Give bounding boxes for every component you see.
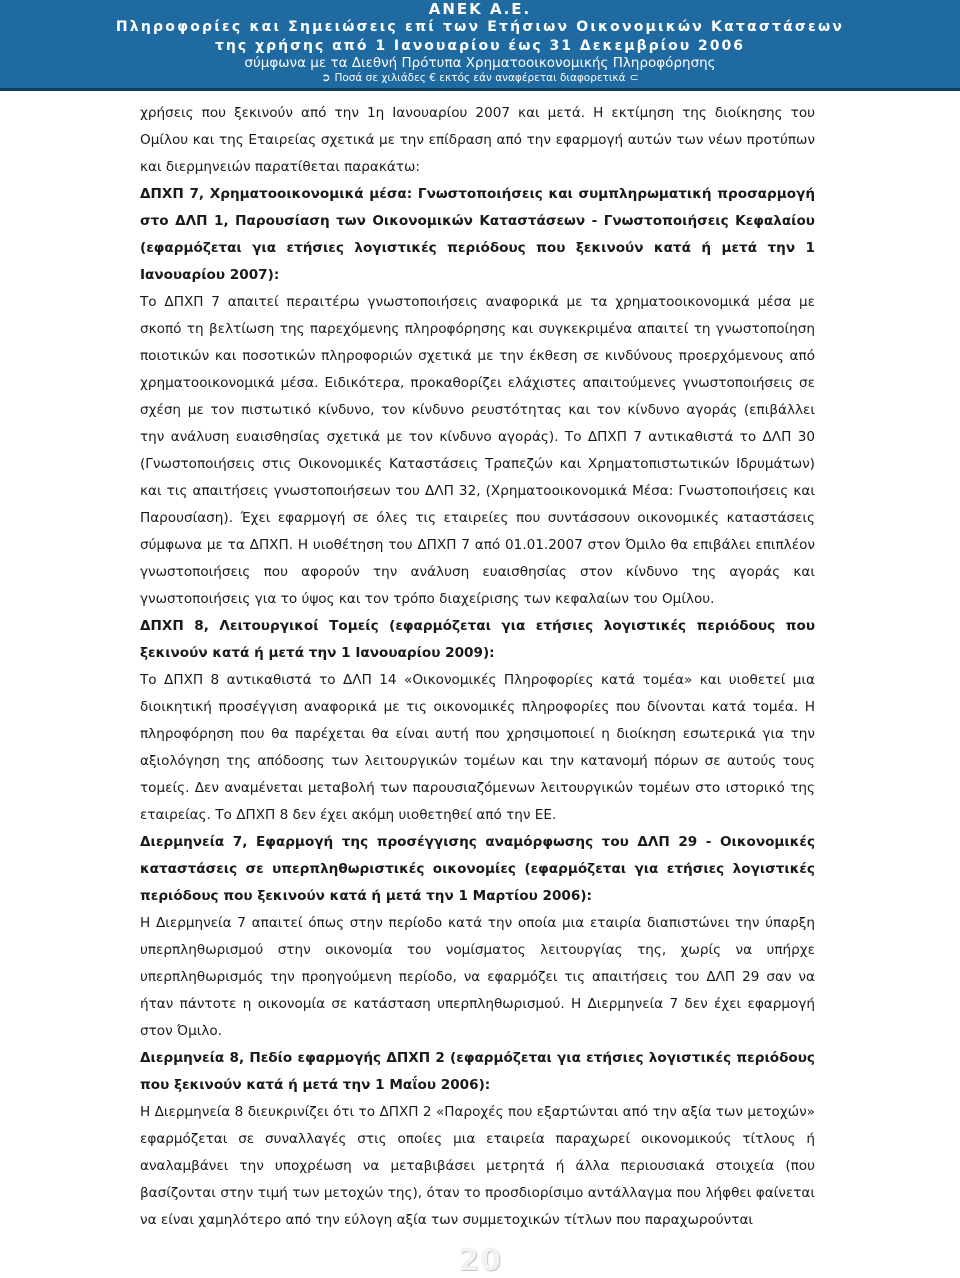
arrow-left-icon: ⊂ [629, 71, 639, 84]
heading-ifric7: Διερμηνεία 7, Εφαρμογή της προσέγγισης αναμόρφωσης του ΔΛΠ 29 - Οικονομικές καταστάσεις σε υπερπληθωριστικές οικονομίες (εφαρμόζεται για ετήσιες λογιστικές περιόδους που ξεκινούν κατά ή μετά την 1 Μαρτίου 2006): [140, 834, 815, 904]
heading-ifric8: Διερμηνεία 8, Πεδίο εφαρμογής ΔΠΧΠ 2 (εφαρμόζεται για ετήσιες λογιστικές περιόδους που ξεκινούν κατά ή μετά την 1 Μαΐου 2006): [140, 1050, 815, 1093]
document-body [140, 100, 815, 1234]
header-title: Πληροφορίες και Σημειώσεις επί των Ετήσιων Οικονομικών Καταστάσεων [115, 19, 845, 35]
header-standards: σύμφωνα με τα Διεθνή Πρότυπα Χρηματοοικονομικής Πληροφόρησης [244, 55, 716, 71]
page-number: 20 [458, 1243, 502, 1278]
document-header [0, 0, 960, 88]
header-period: της χρήσης από 1 Ιανουαρίου έως 31 Δεκεμβρίου 2006 [215, 38, 745, 54]
paragraph-ifrs8: Το ΔΠΧΠ 8 αντικαθιστά το ΔΛΠ 14 «Οικονομικές Πληροφορίες κατά τομέα» και υιοθετεί μια διοικητική προσέγγιση αναφορικά με τις οικονομικές πληροφορίες που δίνονται κατά τομέα. Η πληροφόρηση που θα παρέχεται θα είναι αυτή που χρησιμοποιεί η διοίκηση εσωτερικά για την αξιολόγηση της απόδοσης των λειτουργικών τομέων και την κατανομή πόρων σε αυτούς τους τομείς. Δεν αναμένεται μεταβολή των παρουσιαζόμενων λειτουργικών τομέων στο ιστορικό της εταιρείας. Το ΔΠΧΠ 8 δεν έχει ακόμη υιοθετηθεί από την ΕΕ. [140, 672, 815, 823]
paragraph-ifric7: Η Διερμηνεία 7 απαιτεί όπως στην περίοδο κατά την οποία μια εταιρία διαπιστώνει την ύπαρξη υπερπληθωρισμού στην οικονομία του νομίσματος λειτουργίας της, χωρίς να υπήρχε υπερπληθωρισμός την προηγούμενη περίοδο, να εφαρμόζει τις απαιτήσεις του ΔΛΠ 29 σαν να ήταν πάντοτε η οικονομία σε κατάσταση υπερπληθωρισμού. Η Διερμηνεία 7 δεν έχει εφαρμογή στον Όμιλο. [140, 915, 815, 1039]
header-note-text: Ποσά σε χιλιάδες € εκτός εάν αναφέρεται διαφορετικά [334, 72, 626, 84]
company-name: ΑΝΕΚ Α.Ε. [428, 0, 532, 18]
header-divider [0, 88, 960, 91]
arrow-right-icon: ➲ [321, 71, 331, 84]
heading-ifrs8: ΔΠΧΠ 8, Λειτουργικοί Τομείς (εφαρμόζεται για ετήσιες λογιστικές περιόδους που ξεκινούν κατά ή μετά την 1 Ιανουαρίου 2009): [140, 618, 815, 661]
header-note [0, 71, 960, 85]
paragraph-intro: χρήσεις που ξεκινούν από την 1η Ιανουαρίου 2007 και μετά. Η εκτίμηση της διοίκησης του Ομίλου και της Εταιρείας σχετικά με την επίδραση από την εφαρμογή αυτών των νέων προτύπων και διερμηνειών παρατίθεται παρακάτω: [140, 105, 815, 175]
heading-ifrs7: ΔΠΧΠ 7, Χρηματοοικονομικά μέσα: Γνωστοποιήσεις και συμπληρωματική προσαρμογή στο ΔΛΠ 1, Παρουσίαση των Οικονομικών Καταστάσεων - Γνωστοποιήσεις Κεφαλαίου (εφαρμόζεται για ετήσιες λογιστικές περιόδους που ξεκινούν κατά ή μετά την 1 Ιανουαρίου 2007): [140, 186, 815, 283]
paragraph-ifrs7: Το ΔΠΧΠ 7 απαιτεί περαιτέρω γνωστοποιήσεις αναφορικά με τα χρηματοοικονομικά μέσα με σκοπό τη βελτίωση της παρεχόμενης πληροφόρησης και συγκεκριμένα απαιτεί τη γνωστοποίηση ποιοτικών και ποσοτικών πληροφοριών σχετικά με την έκθεση σε κινδύνους προερχόμενους από χρηματοοικονομικά μέσα. Ειδικότερα, προκαθορίζει ελάχιστες απαιτούμενες γνωστοποιήσεις σε σχέση με τον πιστωτικό κίνδυνο, τον κίνδυνο ρευστότητας και τον κίνδυνο αγοράς (επιβάλλει την ανάλυση ευαισθησίας σχετικά με τον κίνδυνο αγοράς). Το ΔΠΧΠ 7 αντικαθιστά το ΔΛΠ 30 (Γνωστοποιήσεις στις Οικονομικές Καταστάσεις Τραπεζών και Χρηματοπιστωτικών Ιδρυμάτων) και τις απαιτήσεις γνωστοποιήσεων του ΔΛΠ 32, (Χρηματοοικονομικά Μέσα: Γνωστοποιήσεις και Παρουσίαση). Έχει εφαρμογή σε όλες τις εταιρείες που συντάσσουν οικονομικές καταστάσεις σύμφωνα με τα ΔΠΧΠ. Η υιοθέτηση του ΔΠΧΠ 7 από 01.01.2007 στον Όμιλο θα επιβάλει επιπλέον γνωστοποιήσεις που αφορούν την ανάλυση ευαισθησίας στον κίνδυνο της αγοράς και γνωστοποιήσεις για το ύψος και τον τρόπο διαχείρισης των κεφαλαίων του Ομίλου. [140, 294, 815, 607]
paragraph-ifric8: Η Διερμηνεία 8 διευκρινίζει ότι το ΔΠΧΠ 2 «Παροχές που εξαρτώνται από την αξία των μετοχών» εφαρμόζεται σε συναλλαγές στις οποίες μια εταιρεία παραχωρεί οικονομικούς τίτλους ή αναλαμβάνει την υποχρέωση να μεταβιβάσει μετρητά ή άλλα περιουσιακά στοιχεία (που βασίζονται στην τιμή των μετοχών της), όταν το προσδιορίσιμο αντάλλαγμα που λήφθει φαίνεται να είναι χαμηλότερο από την εύλογη αξία των συμμετοχικών τίτλων που παραχωρούνται [140, 1104, 815, 1228]
